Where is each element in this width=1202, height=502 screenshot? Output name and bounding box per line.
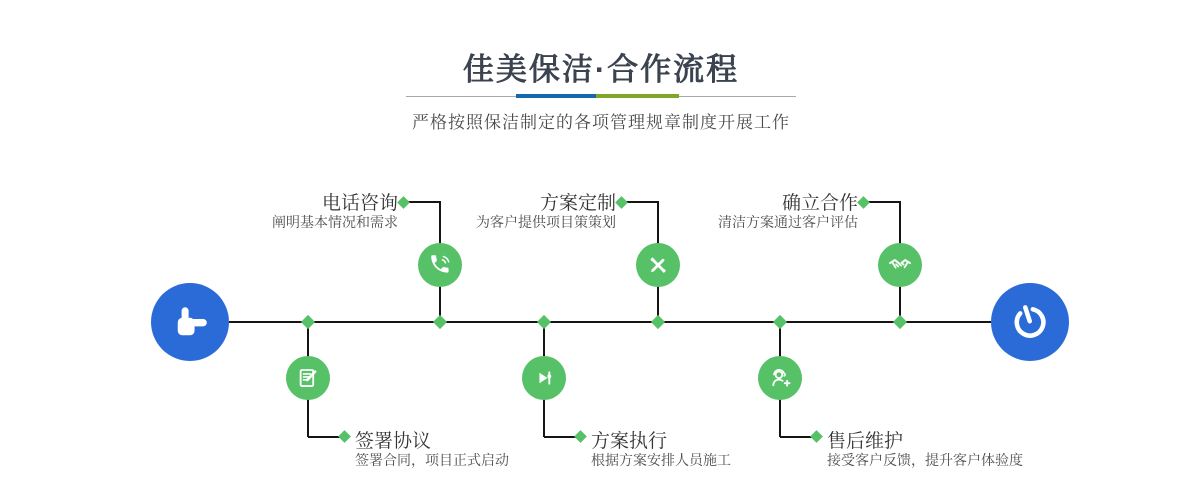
step-title: 签署协议 bbox=[355, 431, 432, 452]
step-desc: 阐明基本情况和需求 bbox=[272, 214, 398, 230]
connector-line bbox=[624, 201, 658, 203]
page-subtitle: 严格按照保洁制定的各项管理规章制度开展工作 bbox=[412, 113, 790, 132]
end-endpoint bbox=[991, 283, 1069, 361]
step-desc: 为客户提供项目策策划 bbox=[476, 214, 616, 230]
divider-thin-left bbox=[406, 96, 516, 97]
step-desc: 签署合同，项目正式启动 bbox=[355, 452, 509, 468]
step-node bbox=[758, 356, 802, 400]
timeline-node-diamond bbox=[651, 315, 665, 329]
connector-line bbox=[308, 436, 342, 438]
connector-diamond bbox=[615, 196, 628, 209]
step-node bbox=[636, 243, 680, 287]
title-divider bbox=[0, 94, 1202, 98]
execute-play-icon bbox=[531, 365, 557, 391]
aftersales-support-icon bbox=[767, 365, 793, 391]
step-node bbox=[522, 356, 566, 400]
sign-document-icon bbox=[295, 365, 321, 391]
handshake-icon bbox=[887, 252, 913, 278]
step-title: 电话咨询 bbox=[321, 193, 398, 214]
connector-diamond bbox=[810, 430, 823, 443]
phone-icon bbox=[427, 252, 453, 278]
divider-thin-right bbox=[679, 96, 796, 97]
step-desc: 接受客户反馈，提升客户体验度 bbox=[827, 452, 1023, 468]
connector-diamond bbox=[857, 196, 870, 209]
divider-green-segment bbox=[596, 94, 679, 98]
design-tools-icon bbox=[645, 252, 671, 278]
step-desc: 根据方案安排人员施工 bbox=[591, 452, 731, 468]
timeline-line bbox=[229, 321, 991, 323]
step-node bbox=[418, 243, 462, 287]
timeline-node-diamond bbox=[893, 315, 907, 329]
connector-diamond bbox=[338, 430, 351, 443]
connector-diamond bbox=[574, 430, 587, 443]
timeline-node-diamond bbox=[537, 315, 551, 329]
timeline-node-diamond bbox=[773, 315, 787, 329]
step-desc: 清洁方案通过客户评估 bbox=[718, 214, 858, 230]
divider-blue-segment bbox=[516, 94, 596, 98]
connector-line bbox=[866, 201, 900, 203]
timeline-node-diamond bbox=[433, 315, 447, 329]
power-icon bbox=[1009, 301, 1051, 343]
connector-diamond bbox=[397, 196, 410, 209]
timeline-node-diamond bbox=[301, 315, 315, 329]
step-node bbox=[286, 356, 330, 400]
connector-line bbox=[406, 201, 440, 203]
step-title: 售后维护 bbox=[827, 431, 904, 452]
step-node bbox=[878, 243, 922, 287]
step-title: 方案执行 bbox=[591, 431, 668, 452]
start-endpoint bbox=[151, 283, 229, 361]
step-title: 方案定制 bbox=[539, 193, 616, 214]
connector-line bbox=[780, 436, 814, 438]
connector-line bbox=[544, 436, 578, 438]
step-title: 确立合作 bbox=[781, 193, 858, 214]
pointing-hand-icon bbox=[169, 301, 211, 343]
page-title: 佳美保洁·合作流程 bbox=[462, 52, 740, 87]
